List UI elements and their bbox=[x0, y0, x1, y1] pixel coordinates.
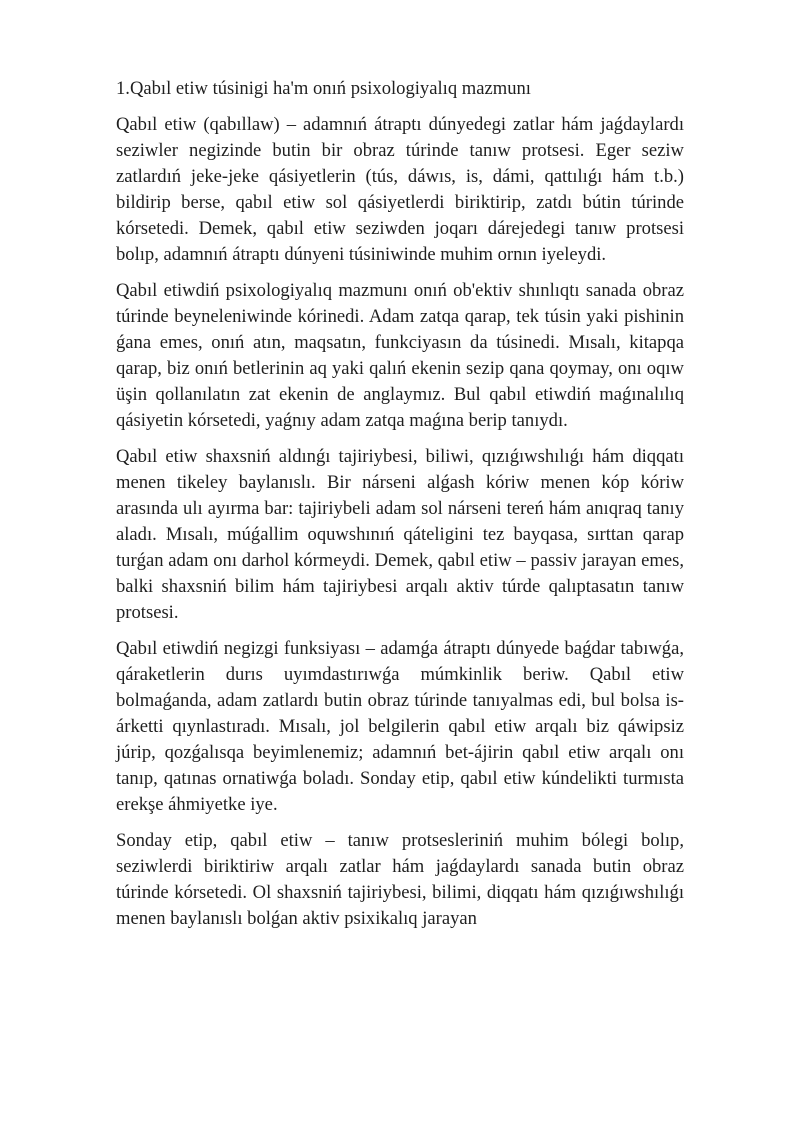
paragraph-4: Qabıl etiwdiń negizgi funksiyası – adamǵa átraptı dúnyede baǵdar tabıwǵa, qáraketlerin durıs uyımdastırıwǵa múmkinlik beriw. Qabıl etiw bolmaǵanda, adam zatlardı butin obraz túrinde tanıyalmas edi, bul bolsa is-árketti qıynlastıradı. Mısalı, jol belgilerin qabıl etiw arqalı biz qáwipsiz júrip, qozǵalısqa beyimlenemiz; adamnıń bet-ájirin qabıl etiw arqalı onı tanıp, qatınas ornatiwǵa boladı. Sonday etip, qabıl etiw kúndelikti turmısta erekşe áhmiyetke iye. bbox=[116, 638, 684, 815]
paragraph-5: Sonday etip, qabıl etiw – tanıw protsesleriniń muhim bólegi bolıp, seziwlerdi biriktiriw arqalı zatlar hám jaǵdaylardı sanada butin obraz túrinde kórsetedi. Ol shaxsniń tajiriybesi, bilimi, diqqatı hám qızıǵıwshılıǵı menen baylanıslı bolǵan aktiv psixikalıq jarayan bbox=[116, 830, 684, 929]
paragraph-2: Qabıl etiwdiń psixologiyalıq mazmunı onıń ob'ektiv shınlıqtı sanada obraz túrinde beyneleniwinde kórinedi. Adam zatqa qarap, tek túsin yaki pishinin ǵana emes, onıń atın, maqsatın, funkciyasın da túsinedi. Mısalı, kitapqa qarap, biz onıń betlerinin aq yaki qalıń ekenin sezip qana qoymay, onı oqıw üşin qollanılatın zat ekenin de anglaymız. Bul qabıl etiwdiń maǵınalılıq qásiyetin kórsetedi, yaǵnıy adam zatqa maǵına berip tanıydı. bbox=[116, 280, 684, 431]
document-heading: 1.Qabıl etiw túsinigi ha'm onıń psixologiyalıq mazmunı bbox=[116, 78, 531, 99]
paragraph-3: Qabıl etiw shaxsniń aldınǵı tajiriybesi, biliwi, qızıǵıwshılıǵı hám diqqatı menen tikeley baylanıslı. Bir nárseni alǵash kóriw menen kóp kóriw arasında ulı ayırma bar: tajiriybeli adam sol nárseni tereń hám anıqraq tanıy aladı. Mısalı, múǵallim oquwshınıń qáteligini tez bayqasa, sırttan qarap turǵan adam onı darhol kórmeydi. Demek, qabıl etiw – passiv jarayan emes, balki shaxsniń bilim hám tajiriybesi arqalı aktiv túrde qalıptasatın tanıw protsesi. bbox=[116, 446, 684, 623]
document-page bbox=[116, 76, 684, 942]
paragraph-1: Qabıl etiw (qabıllaw) – adamnıń átraptı dúnyedegi zatlar hám jaǵdaylardı seziwler negizinde butin bir obraz túrinde tanıw protsesi. Eger seziw zatlardıń jeke-jeke qásiyetlerin (tús, dáwıs, is, dámi, qattılıǵı hám t.b.) bildirip berse, qabıl etiw sol qásiyetlerdi biriktirip, zatdı bútin túrinde kórsetedi. Demek, qabıl etiw seziwden joqarı dárejedegi tanıw protsesi bolıp, adamnıń átraptı dúnyeni túsiniwinde muhim ornın iyeleydi. bbox=[116, 114, 684, 265]
